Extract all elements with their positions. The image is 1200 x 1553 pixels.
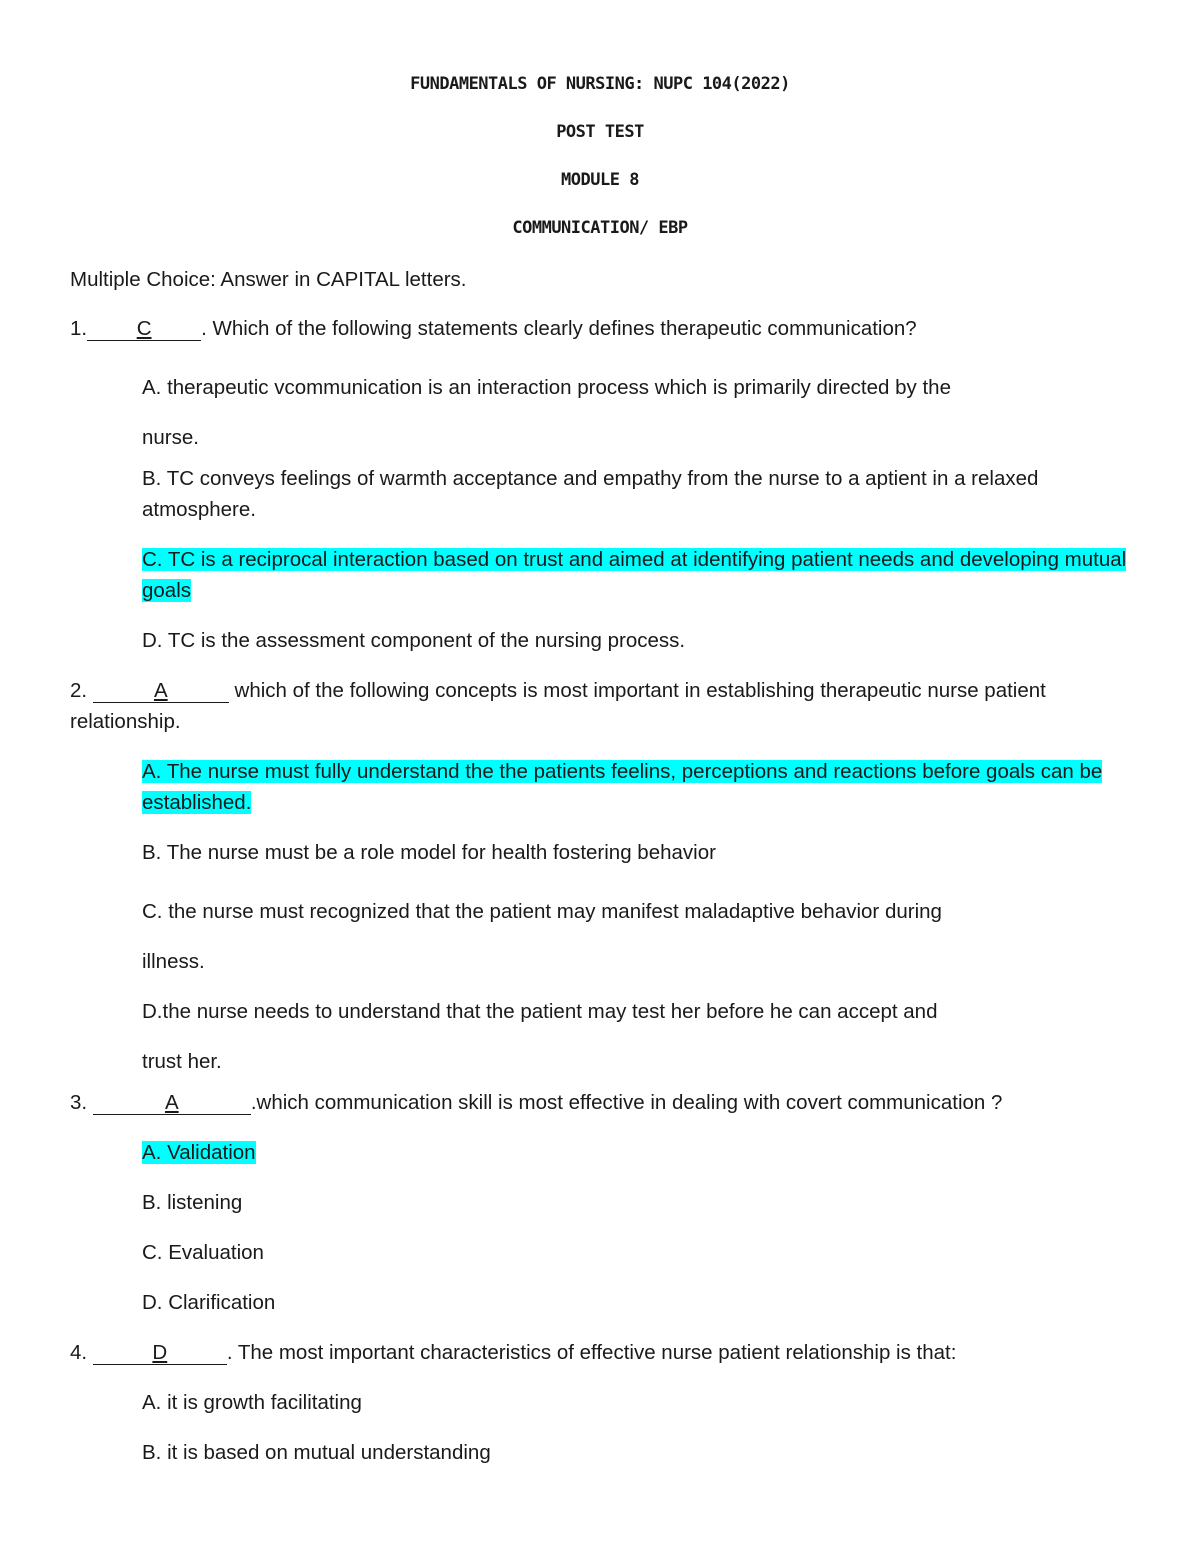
- answer-text: C: [136, 317, 152, 340]
- question-2: [70, 675, 1130, 737]
- option-c-line: C. the nurse must recognized that the patient may manifest maladaptive behavior during: [142, 900, 942, 923]
- option-b: B. it is based on mutual understanding: [142, 1441, 491, 1464]
- answer-blank: [93, 1092, 251, 1115]
- option-c-continued: illness.: [142, 950, 205, 973]
- question-text: .which communication skill is most effective in dealing with covert communication ?: [250, 1091, 1003, 1114]
- question-text: which of the following concepts is most important in establishing therapeutic nurse patient relationship.: [70, 679, 1046, 733]
- instructions: Multiple Choice: Answer in CAPITAL letters.: [70, 268, 467, 291]
- option-a-correct: [70, 756, 1130, 818]
- option-d: D. Clarification: [142, 1291, 276, 1314]
- option-a-correct: [70, 1137, 1130, 1168]
- option-c-correct: [70, 544, 1130, 606]
- answer-blank: [87, 318, 201, 341]
- question-text: . The most important characteristics of effective nurse patient relationship is that:: [226, 1341, 957, 1364]
- answer-text: A: [153, 679, 168, 702]
- topic-title: COMMUNICATION/ EBP: [512, 218, 688, 238]
- option-a: A. it is growth facilitating: [142, 1391, 362, 1414]
- answer-text: D: [152, 1341, 168, 1364]
- question-text: . Which of the following statements clearly defines therapeutic communication?: [201, 317, 917, 340]
- answer-blank: [93, 1342, 227, 1365]
- highlighted-answer: A. The nurse must fully understand the the patients feelins, perceptions and reactions before goals can be established.: [142, 760, 1103, 814]
- question-number: 3.: [70, 1091, 88, 1114]
- option-a-continued: nurse.: [142, 426, 199, 449]
- question-number: 2.: [70, 679, 88, 702]
- question-4: [70, 1337, 1130, 1368]
- module-title: MODULE 8: [561, 170, 639, 190]
- highlighted-answer: A. Validation: [142, 1141, 256, 1164]
- question-number: 1.: [70, 317, 88, 340]
- option-b: B. The nurse must be a role model for health fostering behavior: [142, 841, 716, 864]
- question-number: 4.: [70, 1341, 88, 1364]
- answer-blank: [93, 680, 229, 703]
- question-1: [70, 313, 1130, 344]
- option-a-line: A. therapeutic vcommunication is an interaction process which is primarily directed by the: [142, 376, 951, 399]
- option-d-continued: trust her.: [142, 1050, 222, 1073]
- option-d-line: D.the nurse needs to understand that the patient may test her before he can accept and: [142, 1000, 938, 1023]
- test-title: POST TEST: [556, 122, 644, 142]
- option-b: B. TC conveys feelings of warmth acceptance and empathy from the nurse to a aptient in a relaxed atmosphere.: [142, 467, 1039, 521]
- highlighted-answer: C. TC is a reciprocal interaction based on trust and aimed at identifying patient needs and developing mutual goals: [142, 548, 1127, 602]
- course-title: FUNDAMENTALS OF NURSING: NUPC 104(2022): [410, 74, 790, 94]
- answer-text: A: [164, 1091, 179, 1114]
- question-3: [70, 1087, 1130, 1118]
- option-d: D. TC is the assessment component of the nursing process.: [142, 629, 686, 652]
- option-b: B. listening: [142, 1191, 243, 1214]
- option-c: C. Evaluation: [142, 1241, 264, 1264]
